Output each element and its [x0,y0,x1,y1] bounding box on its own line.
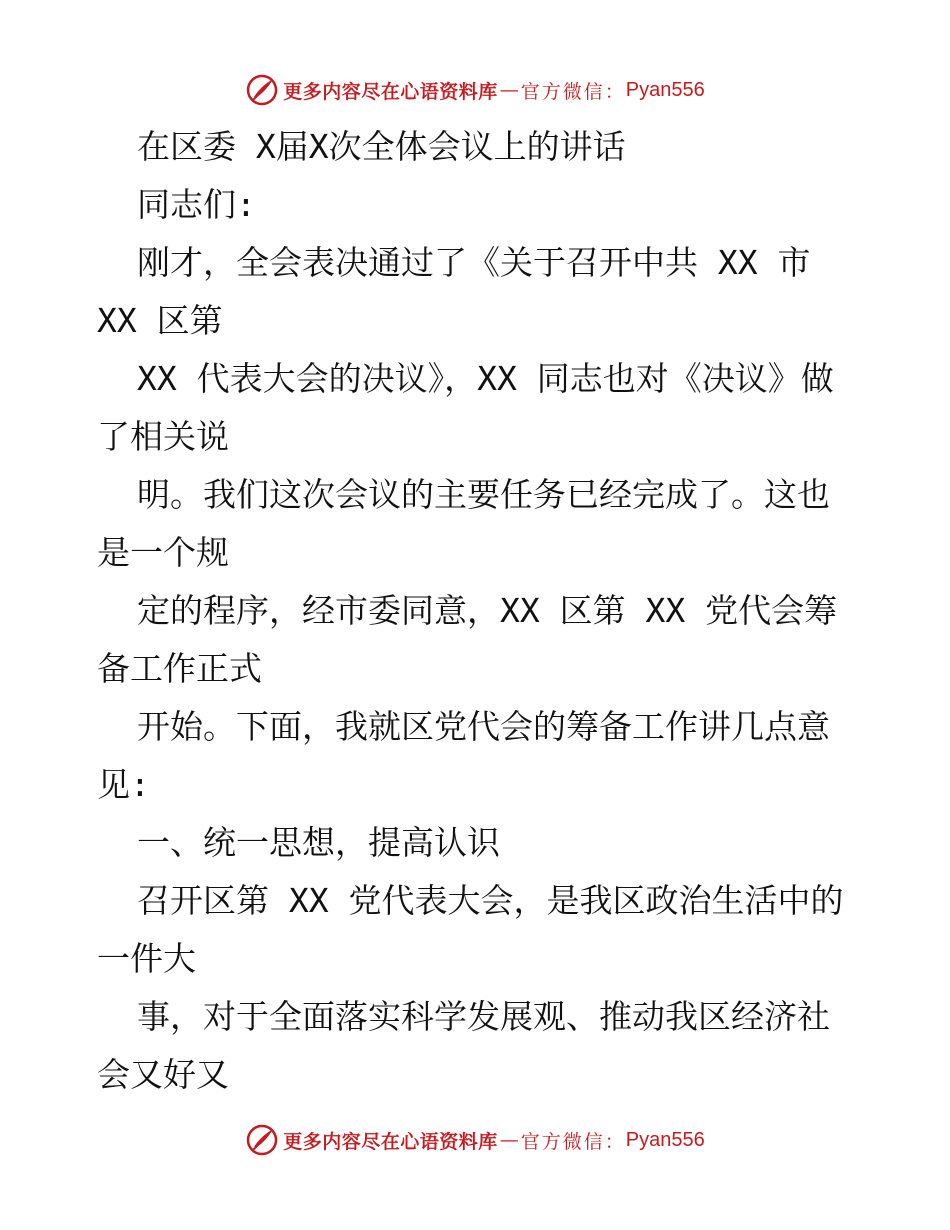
banner-main-text: 更多内容尽在心语资料库 [283,80,498,103]
text-line: 召开区第 XX 党代表大会，是我区政治生活中的 [137,881,844,920]
quill-logo-icon [245,73,279,107]
banner-handle: Pyan556 [625,1128,705,1151]
text-line: 明。我们这次会议的主要任务已经完成了。这也 [137,475,830,514]
document-body [97,118,857,1104]
text-line: 一件大 [97,939,196,978]
text-line: 定的程序，经市委同意，XX 区第 XX 党代会筹 [137,591,838,630]
text-line: 备工作正式 [97,649,262,688]
header-banner [0,70,950,110]
text-line: 同志们: [137,185,256,224]
text-line: XX 代表大会的决议》，XX 同志也对《决议》做 [137,359,834,398]
banner-sub-text: 官方微信： [520,1130,626,1153]
banner-sub-text: 官方微信： [520,80,626,103]
text-line: 刚才，全会表决通过了《关于召开中共 XX 市 [137,243,811,282]
text-line: XX 区第 [97,301,223,340]
text-line: 事，对于全面落实科学发展观、推动我区经济社 [137,997,830,1036]
quill-logo-icon [245,1123,279,1157]
text-line: 在区委 X届X次全体会议上的讲话 [137,127,626,166]
text-line: 开始。下面，我就区党代会的筹备工作讲几点意 [137,707,830,746]
banner-main-text: 更多内容尽在心语资料库 [283,1130,498,1153]
banner-dash: — [499,1129,519,1151]
text-line: 会又好又 [97,1055,229,1094]
banner-handle: Pyan556 [625,78,705,101]
text-line: 是一个规 [97,533,229,572]
text-line: 一、统一思想，提高认识 [137,823,500,862]
text-line: 见: [97,765,150,804]
text-line: 了相关说 [97,417,229,456]
footer-banner [0,1120,950,1160]
banner-dash: — [499,79,519,101]
